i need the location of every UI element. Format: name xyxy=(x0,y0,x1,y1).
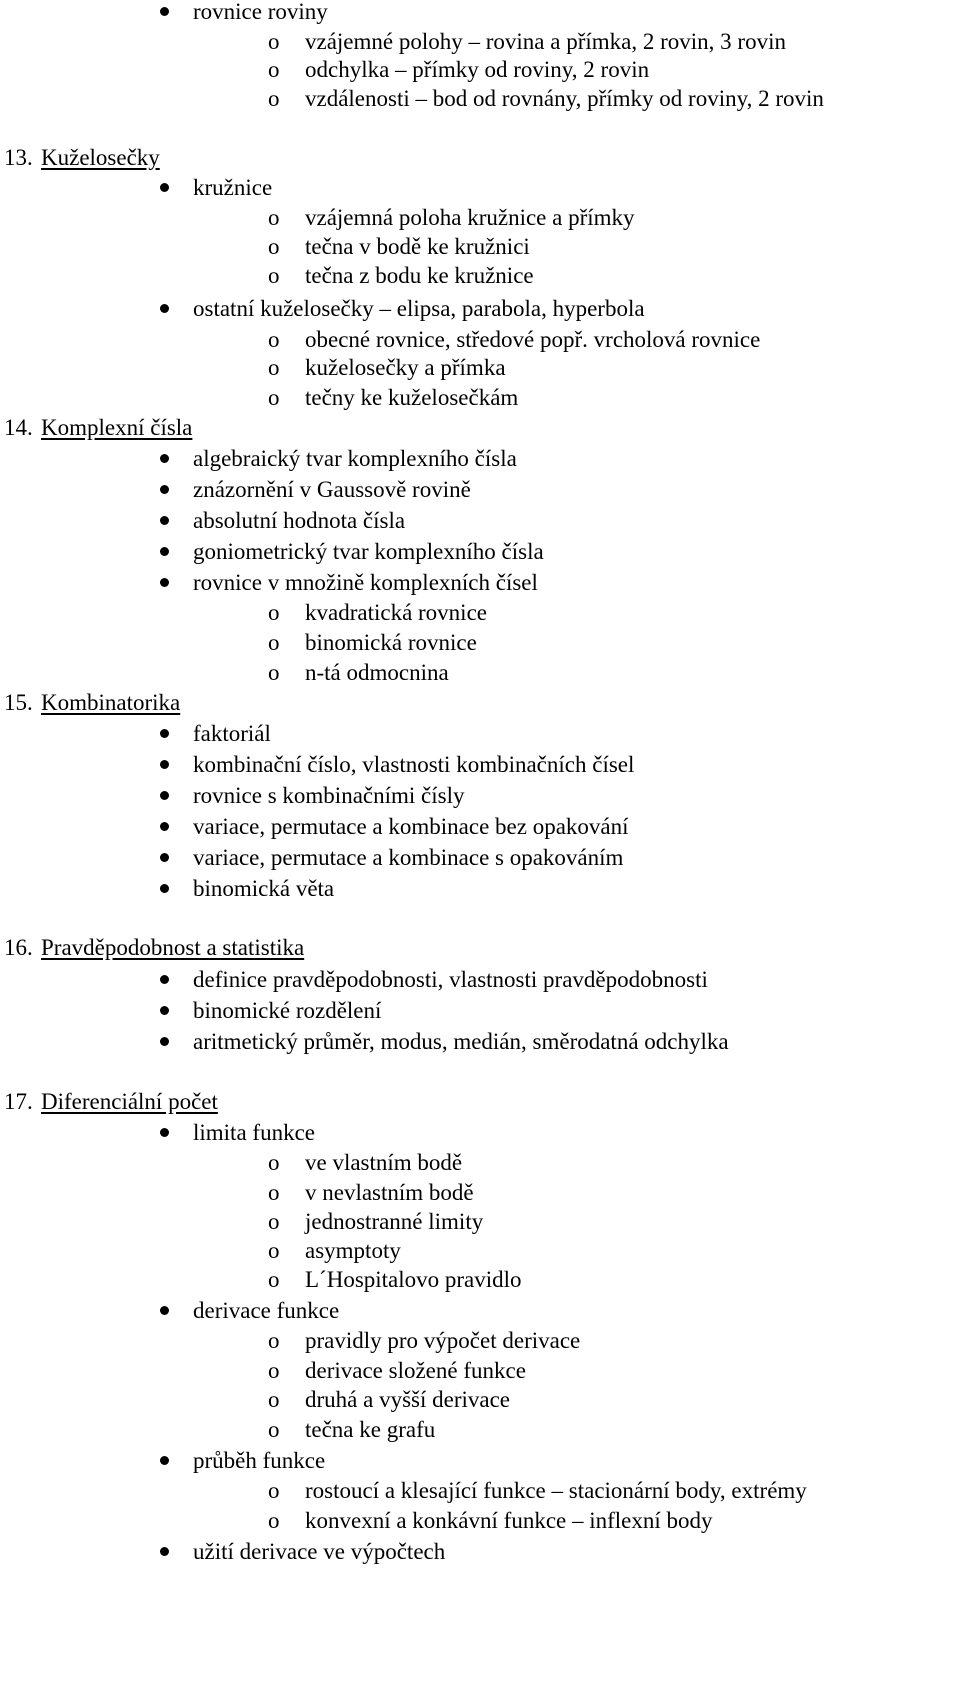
sub-bullet-icon: o xyxy=(268,600,280,625)
sub-list-item: konvexní a konkávní funkce – inflexní body xyxy=(305,1508,713,1533)
sub-bullet-icon: o xyxy=(268,57,280,82)
bullet-icon xyxy=(160,7,169,16)
sub-bullet-icon: o xyxy=(268,234,280,259)
bullet-icon xyxy=(160,729,169,738)
sub-list-item: derivace složené funkce xyxy=(305,1358,526,1383)
section-number: 14. xyxy=(4,415,33,440)
sub-list-item: pravidly pro výpočet derivace xyxy=(305,1328,581,1353)
sub-list-item: binomická rovnice xyxy=(305,630,477,655)
sub-list-item: vzájemná poloha kružnice a přímky xyxy=(305,205,635,230)
sub-bullet-icon: o xyxy=(268,1508,280,1533)
sub-bullet-icon: o xyxy=(268,1150,280,1175)
sub-list-item: ve vlastním bodě xyxy=(305,1150,463,1175)
bullet-icon xyxy=(160,760,169,769)
sub-list-item: n-tá odmocnina xyxy=(305,660,449,685)
list-item: algebraický tvar komplexního čísla xyxy=(193,446,517,471)
sub-list-item: kvadratická rovnice xyxy=(305,600,487,625)
sub-list-item: vzdálenosti – bod od rovnány, přímky od roviny, 2 rovin xyxy=(305,86,824,111)
section-title: Kombinatorika xyxy=(41,690,181,715)
section-number: 15. xyxy=(4,690,33,715)
sub-list-item: vzájemné polohy – rovina a přímka, 2 rovin, 3 rovin xyxy=(305,29,786,54)
list-item: goniometrický tvar komplexního čísla xyxy=(193,539,544,564)
sub-bullet-icon: o xyxy=(268,1417,280,1442)
sub-bullet-icon: o xyxy=(268,263,280,288)
bullet-icon xyxy=(160,1306,169,1315)
list-item: binomická věta xyxy=(193,876,335,901)
sub-bullet-icon: o xyxy=(268,1358,280,1383)
sub-list-item: L´Hospitalovo pravidlo xyxy=(305,1267,522,1292)
sub-bullet-icon: o xyxy=(268,1328,280,1353)
sub-bullet-icon: o xyxy=(268,385,280,410)
list-item: definice pravděpodobnosti, vlastnosti pravděpodobnosti xyxy=(193,967,708,992)
bullet-icon xyxy=(160,884,169,893)
section-title: Pravděpodobnost a statistika xyxy=(41,935,305,960)
list-item: variace, permutace a kombinace s opakováním xyxy=(193,845,624,870)
list-item: ostatní kuželosečky – elipsa, parabola, hyperbola xyxy=(193,296,645,321)
bullet-icon xyxy=(160,1128,169,1137)
list-item: rovnice roviny xyxy=(193,0,328,24)
bullet-icon xyxy=(160,791,169,800)
sub-bullet-icon: o xyxy=(268,205,280,230)
list-item: faktoriál xyxy=(193,721,271,746)
sub-list-item: rostoucí a klesající funkce – stacionární body, extrémy xyxy=(305,1478,807,1503)
sub-list-item: v nevlastním bodě xyxy=(305,1180,474,1205)
sub-bullet-icon: o xyxy=(268,660,280,685)
bullet-icon xyxy=(160,183,169,192)
sub-list-item: tečna ke grafu xyxy=(305,1417,436,1442)
bullet-icon xyxy=(160,547,169,556)
bullet-icon xyxy=(160,454,169,463)
sub-bullet-icon: o xyxy=(268,355,280,380)
sub-list-item: obecné rovnice, středové popř. vrcholová rovnice xyxy=(305,327,761,352)
list-item: užití derivace ve výpočtech xyxy=(193,1539,446,1564)
bullet-icon xyxy=(160,485,169,494)
sub-bullet-icon: o xyxy=(268,1180,280,1205)
sub-bullet-icon: o xyxy=(268,1387,280,1412)
sub-list-item: tečna v bodě ke kružnici xyxy=(305,234,530,259)
bullet-icon xyxy=(160,304,169,313)
section-title: Komplexní čísla xyxy=(41,415,193,440)
bullet-icon xyxy=(160,975,169,984)
sub-bullet-icon: o xyxy=(268,86,280,111)
sub-bullet-icon: o xyxy=(268,1267,280,1292)
list-item: absolutní hodnota čísla xyxy=(193,508,406,533)
sub-bullet-icon: o xyxy=(268,1478,280,1503)
sub-bullet-icon: o xyxy=(268,1238,280,1263)
bullet-icon xyxy=(160,1456,169,1465)
section-number: 13. xyxy=(4,145,33,170)
section-number: 16. xyxy=(4,935,33,960)
list-item: kružnice xyxy=(193,175,273,200)
list-item: rovnice s kombinačními čísly xyxy=(193,783,465,808)
sub-list-item: kuželosečky a přímka xyxy=(305,355,506,380)
sub-list-item: odchylka – přímky od roviny, 2 rovin xyxy=(305,57,650,82)
bullet-icon xyxy=(160,578,169,587)
bullet-icon xyxy=(160,822,169,831)
list-item: průběh funkce xyxy=(193,1448,326,1473)
sub-list-item: tečny ke kuželosečkám xyxy=(305,385,519,410)
list-item: rovnice v množině komplexních čísel xyxy=(193,570,538,595)
sub-bullet-icon: o xyxy=(268,29,280,54)
sub-bullet-icon: o xyxy=(268,630,280,655)
sub-list-item: asymptoty xyxy=(305,1238,401,1263)
bullet-icon xyxy=(160,1006,169,1015)
sub-list-item: druhá a vyšší derivace xyxy=(305,1387,511,1412)
list-item: limita funkce xyxy=(193,1120,315,1145)
section-number: 17. xyxy=(4,1089,33,1114)
list-item: znázornění v Gaussově rovině xyxy=(193,477,471,502)
list-item: derivace funkce xyxy=(193,1298,340,1323)
list-item: aritmetický průměr, modus, medián, směrodatná odchylka xyxy=(193,1029,729,1054)
list-item: kombinační číslo, vlastnosti kombinačních čísel xyxy=(193,752,635,777)
bullet-icon xyxy=(160,853,169,862)
sub-list-item: jednostranné limity xyxy=(305,1209,484,1234)
sub-list-item: tečna z bodu ke kružnice xyxy=(305,263,534,288)
section-title: Kuželosečky xyxy=(41,145,160,170)
list-item: variace, permutace a kombinace bez opakování xyxy=(193,814,629,839)
sub-bullet-icon: o xyxy=(268,1209,280,1234)
list-item: binomické rozdělení xyxy=(193,998,382,1023)
bullet-icon xyxy=(160,1547,169,1556)
section-title: Diferenciální počet xyxy=(41,1089,218,1114)
bullet-icon xyxy=(160,1037,169,1046)
bullet-icon xyxy=(160,516,169,525)
sub-bullet-icon: o xyxy=(268,327,280,352)
